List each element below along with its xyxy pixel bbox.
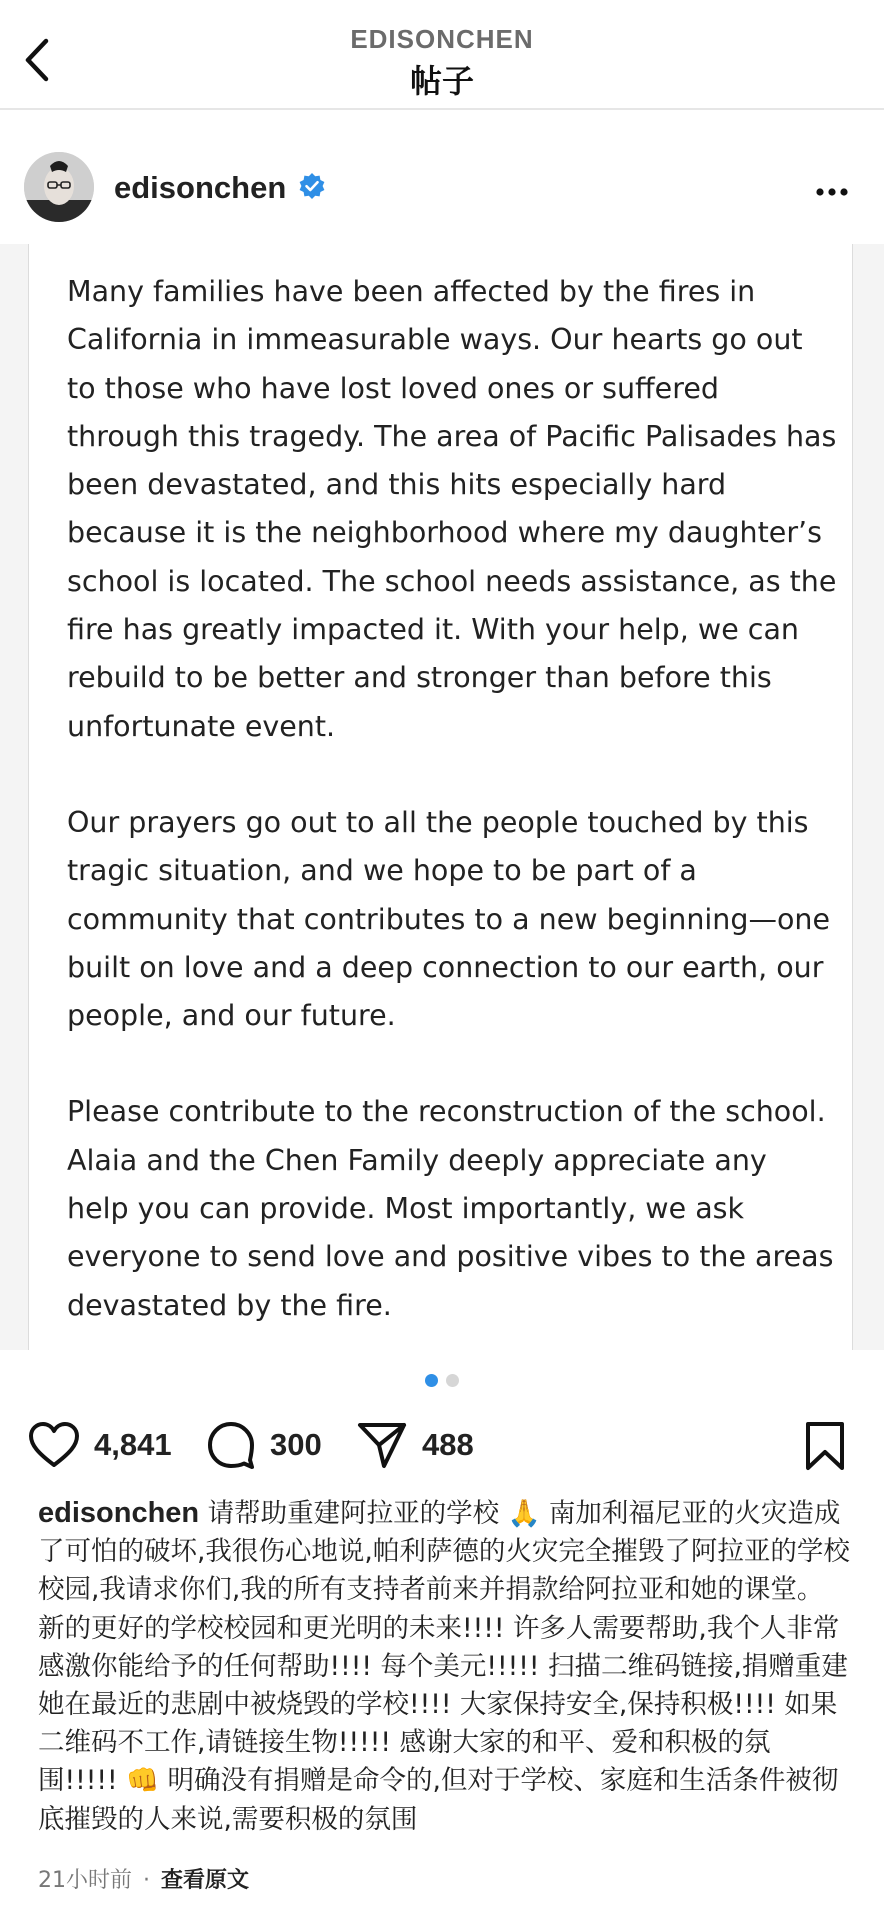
comment-bubble-icon	[206, 1420, 256, 1470]
carousel-dot-1[interactable]	[425, 1374, 438, 1387]
comment-count: 300	[270, 1427, 322, 1462]
avatar-portrait-icon	[24, 152, 94, 222]
post-actions	[0, 1410, 884, 1480]
comment-button[interactable]	[206, 1418, 322, 1472]
verified-badge-icon	[298, 172, 326, 200]
top-header	[0, 0, 884, 108]
bookmark-icon	[802, 1420, 848, 1472]
post-paragraph-2: Our prayers go out to all the people touched by this tragic situation, and we hope to be part of a community that contributes to a new beginning—one built on love and a deep connection to our earth, our people, and our future.	[67, 805, 830, 1033]
carousel-dot-2[interactable]	[446, 1374, 459, 1387]
like-button[interactable]	[28, 1418, 172, 1472]
more-horizontal-icon	[812, 172, 852, 212]
share-button[interactable]	[356, 1418, 474, 1472]
post-image[interactable]	[0, 244, 884, 1350]
share-count: 488	[422, 1427, 474, 1462]
page-title: 帖子	[409, 62, 474, 100]
post-timestamp: 21小时前	[38, 1868, 132, 1893]
author-username[interactable]: edisonchen	[114, 170, 287, 205]
post-meta	[38, 1863, 249, 1894]
post-author-row	[0, 110, 884, 244]
like-count: 4,841	[94, 1427, 172, 1462]
header-username: EDISONCHEN	[350, 24, 534, 54]
carousel-indicator	[0, 1374, 884, 1388]
post-paragraph-3: Please contribute to the reconstruction of the school. Alaia and the Chen Family deeply appreciate any help you can provide. Most importantly, we ask everyone to send love and positive vibes to the areas devastated by the fire.	[67, 1095, 834, 1322]
post-image-text	[67, 268, 837, 1378]
caption-text: 请帮助重建阿拉亚的学校 🙏 南加利福尼亚的火灾造成了可怕的破坏,我很伤心地说,帕利萨德的火灾完全摧毁了阿拉亚的学校校园,我请求你们,我的所有支持者前来并捐款给阿拉亚和她的课堂。 新的更好的学校校园和更光明的未来!!!! 许多人需要帮助,我个人非常感激你能给予的任何帮助!!!! 每个美元!!!!! 扫描二维码链接,捐赠重建她在最近的悲剧中被烧毁的学校!!!! 大家保持安全,保持积极!!!! 如果二维码不工作,请链接生物!!!!! 感谢大家的和平、爱和积极的氛围!!!!! 👊 明确没有捐赠是命令的,但对于学校、家庭和生活条件被彻底摧毁的人来说,需要积极的氛围	[38, 1498, 850, 1835]
save-bookmark-button[interactable]	[802, 1420, 848, 1472]
more-options-button[interactable]	[812, 172, 852, 212]
post-paragraph-1: Many families have been affected by the fires in California in immeasurable ways. Our hearts go out to those who have lost loved ones or suffered through this tragedy. The area of Pacific Palisades has been devastated, and this hits especially hard because it is the neighborhood where my daughter’s school is located. The school needs assistance, as the fire has greatly impacted it. With your help, we can rebuild to be better and stronger than before this unfortunate event.	[67, 275, 837, 743]
post-caption	[38, 1494, 850, 1839]
send-paper-plane-icon	[356, 1420, 408, 1470]
heart-icon	[28, 1421, 80, 1469]
caption-username[interactable]: edisonchen	[38, 1497, 200, 1529]
view-original-link[interactable]: 查看原文	[161, 1868, 250, 1893]
avatar[interactable]	[24, 152, 94, 222]
post-image-inner	[28, 244, 853, 1350]
meta-separator: ·	[143, 1868, 150, 1893]
